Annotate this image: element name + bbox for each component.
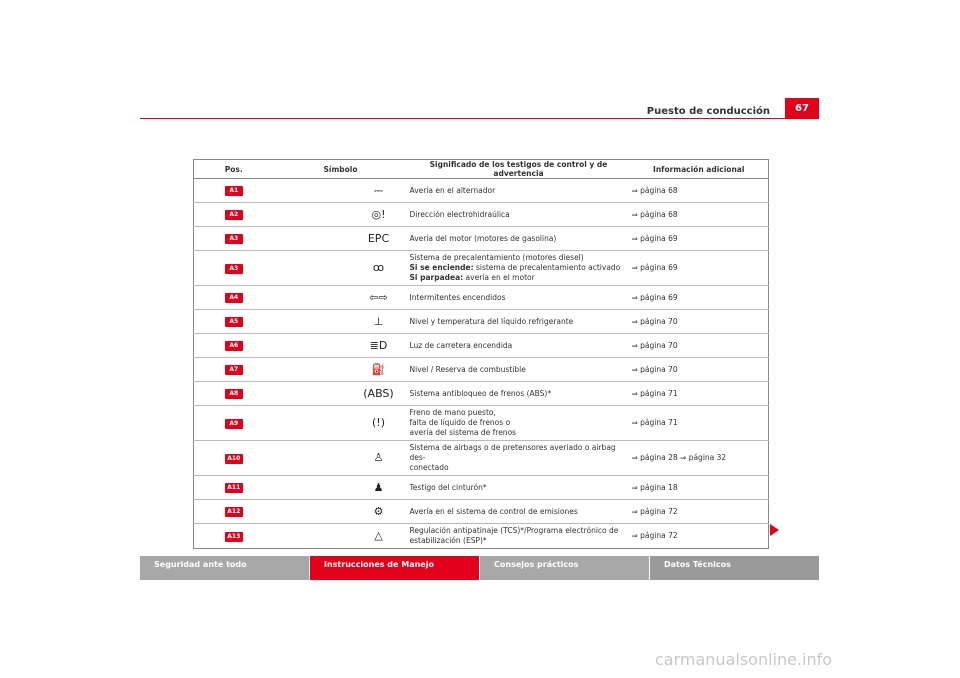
- info-link[interactable]: ⇒ página 70: [630, 358, 769, 382]
- pos-cell: [194, 524, 274, 549]
- table-row: [194, 203, 769, 227]
- meaning-line: Intermitentes encendidos: [409, 292, 506, 302]
- info-link[interactable]: ⇒ página 69: [630, 286, 769, 310]
- column-header-info: Información adicional: [630, 160, 769, 179]
- pos-badge: A3: [225, 234, 243, 244]
- high-beam-icon: ≣D: [369, 338, 388, 352]
- page-number-badge: 67: [785, 98, 819, 118]
- meaning-cell: [408, 358, 630, 382]
- meaning-line: falta de líquido de frenos o: [409, 418, 511, 427]
- epc-icon: EPC: [367, 231, 390, 245]
- pos-badge: A11: [225, 483, 243, 493]
- column-header-meaning: Significado de los testigos de control y de advertencia: [408, 160, 630, 179]
- glow-plug-icon: ꝏ: [372, 261, 385, 274]
- table-row: [194, 476, 769, 500]
- header-rule: [140, 118, 819, 119]
- meaning-cell: [408, 179, 630, 203]
- meaning-line: Si parpadea: avería en el motor: [409, 273, 535, 282]
- pos-cell: [194, 286, 274, 310]
- table-row: [194, 524, 769, 549]
- meaning-line: Avería del motor (motores de gasolina): [409, 233, 557, 243]
- pos-badge: A3: [225, 264, 243, 274]
- meaning-line: Regulación antipatinaje (TCS)*/Programa electrónico de: [409, 526, 619, 535]
- meaning-line: Sistema de airbags o de pretensores averiado o airbag des-: [409, 443, 616, 462]
- pos-cell: [194, 334, 274, 358]
- meaning-line: estabilización (ESP)*: [409, 536, 487, 545]
- meaning-line: Dirección electrohidraúlica: [409, 209, 510, 219]
- footer-tab-datos[interactable]: Datos Técnicos: [650, 556, 819, 580]
- symbol-cell: [274, 441, 408, 476]
- steering-warning-icon: ◎!: [371, 207, 386, 221]
- table-header-row: [194, 160, 769, 179]
- pos-badge: A10: [225, 454, 243, 464]
- battery-icon: ⎓: [374, 183, 383, 197]
- coolant-icon: ⊥: [373, 314, 384, 328]
- meaning-cell: [408, 441, 630, 476]
- symbol-cell: [274, 310, 408, 334]
- info-link[interactable]: ⇒ página 69: [630, 227, 769, 251]
- footer-tab-instrucciones[interactable]: Instrucciones de Manejo: [310, 556, 479, 580]
- pos-badge: A2: [225, 210, 243, 220]
- meaning-line: Sistema antibloqueo de frenos (ABS)*: [409, 388, 552, 398]
- table-row: [194, 358, 769, 382]
- table-row: [194, 286, 769, 310]
- info-link[interactable]: ⇒ página 71: [630, 382, 769, 406]
- pos-cell: [194, 500, 274, 524]
- symbol-cell: [274, 179, 408, 203]
- pos-cell: [194, 382, 274, 406]
- meaning-cell: [408, 476, 630, 500]
- pos-cell: [194, 310, 274, 334]
- table-row: [194, 310, 769, 334]
- column-header-symbol: Símbolo: [274, 160, 408, 179]
- pos-badge: A8: [225, 389, 243, 399]
- pos-cell: [194, 441, 274, 476]
- footer-tab-consejos[interactable]: Consejos prácticos: [480, 556, 649, 580]
- meaning-cell: [408, 406, 630, 441]
- next-page-arrow[interactable]: [770, 524, 779, 536]
- table-row: [194, 441, 769, 476]
- pos-cell: [194, 203, 274, 227]
- table-row: [194, 382, 769, 406]
- abs-icon: (ABS): [363, 386, 394, 400]
- meaning-line: avería del sistema de frenos: [409, 428, 517, 437]
- meaning-line: conectado: [409, 463, 449, 472]
- pos-badge: A12: [225, 507, 243, 517]
- meaning-line: Nivel / Reserva de combustible: [409, 364, 526, 374]
- symbol-cell: [274, 476, 408, 500]
- pos-cell: [194, 179, 274, 203]
- meaning-cell: [408, 334, 630, 358]
- table-row: [194, 251, 769, 286]
- meaning-cell: [408, 524, 630, 549]
- meaning-line: Luz de carretera encendida: [409, 340, 513, 350]
- meaning-cell: [408, 310, 630, 334]
- column-header-pos: Pos.: [194, 160, 274, 179]
- meaning-line: Avería en el sistema de control de emisiones: [409, 506, 578, 516]
- symbol-cell: [274, 500, 408, 524]
- table-row: [194, 179, 769, 203]
- info-link[interactable]: ⇒ página 18: [630, 476, 769, 500]
- seatbelt-icon: ♟: [373, 480, 384, 494]
- section-title: Puesto de conducción: [646, 106, 770, 117]
- info-link[interactable]: ⇒ página 68: [630, 179, 769, 203]
- fuel-icon: ⛽: [371, 362, 386, 376]
- symbol-cell: [274, 358, 408, 382]
- symbol-cell: [274, 251, 408, 286]
- symbol-cell: [274, 406, 408, 441]
- engine-icon: ⚙: [373, 504, 384, 518]
- pos-cell: [194, 251, 274, 286]
- table-row: [194, 500, 769, 524]
- esp-icon: △: [374, 529, 383, 542]
- table-row: [194, 334, 769, 358]
- pos-badge: A1: [225, 186, 243, 196]
- pos-cell: [194, 406, 274, 441]
- pos-cell: [194, 358, 274, 382]
- pos-badge: A6: [225, 341, 243, 351]
- watermark: carmanualsonline.info: [655, 650, 833, 669]
- meaning-line: Avería en el alternador: [409, 185, 496, 195]
- pos-badge: A4: [225, 293, 243, 303]
- meaning-cell: [408, 382, 630, 406]
- meaning-line: Testigo del cinturón*: [409, 482, 487, 492]
- info-link[interactable]: ⇒ página 72: [630, 500, 769, 524]
- info-link[interactable]: ⇒ página 68: [630, 203, 769, 227]
- footer-nav: [140, 556, 819, 580]
- brake-icon: (!): [372, 416, 385, 429]
- pos-cell: [194, 476, 274, 500]
- pos-badge: A13: [225, 532, 243, 542]
- pos-cell: [194, 227, 274, 251]
- table-row: [194, 406, 769, 441]
- symbol-cell: [274, 286, 408, 310]
- meaning-cell: [408, 286, 630, 310]
- symbol-cell: [274, 227, 408, 251]
- meaning-line: Si se enciende: sistema de precalentamiento activado: [409, 263, 621, 272]
- symbol-cell: [274, 524, 408, 549]
- meaning-cell: [408, 227, 630, 251]
- symbol-cell: [274, 334, 408, 358]
- info-link[interactable]: ⇒ página 28 ⇒ página 32: [630, 441, 769, 476]
- info-link[interactable]: ⇒ página 71: [630, 406, 769, 441]
- info-link[interactable]: ⇒ página 70: [630, 334, 769, 358]
- info-link[interactable]: ⇒ página 70: [630, 310, 769, 334]
- pos-badge: A9: [225, 419, 243, 429]
- airbag-icon: ♙: [373, 451, 384, 464]
- meaning-line: Freno de mano puesto,: [409, 408, 496, 417]
- meaning-cell: [408, 203, 630, 227]
- symbol-cell: [274, 203, 408, 227]
- warning-lights-table: [193, 159, 769, 549]
- meaning-line: Nivel y temperatura del líquido refrigerante: [409, 316, 574, 326]
- meaning-line: Sistema de precalentamiento (motores diesel): [409, 253, 584, 262]
- footer-tab-seguridad[interactable]: Seguridad ante todo: [140, 556, 309, 580]
- symbol-cell: [274, 382, 408, 406]
- meaning-cell: [408, 500, 630, 524]
- pos-badge: A5: [225, 317, 243, 327]
- turn-signals-icon: ⇦⇨: [369, 290, 388, 304]
- meaning-cell: [408, 251, 630, 286]
- info-link[interactable]: ⇒ página 72: [630, 524, 769, 549]
- info-link[interactable]: ⇒ página 69: [630, 251, 769, 286]
- table-row: [194, 227, 769, 251]
- pos-badge: A7: [225, 365, 243, 375]
